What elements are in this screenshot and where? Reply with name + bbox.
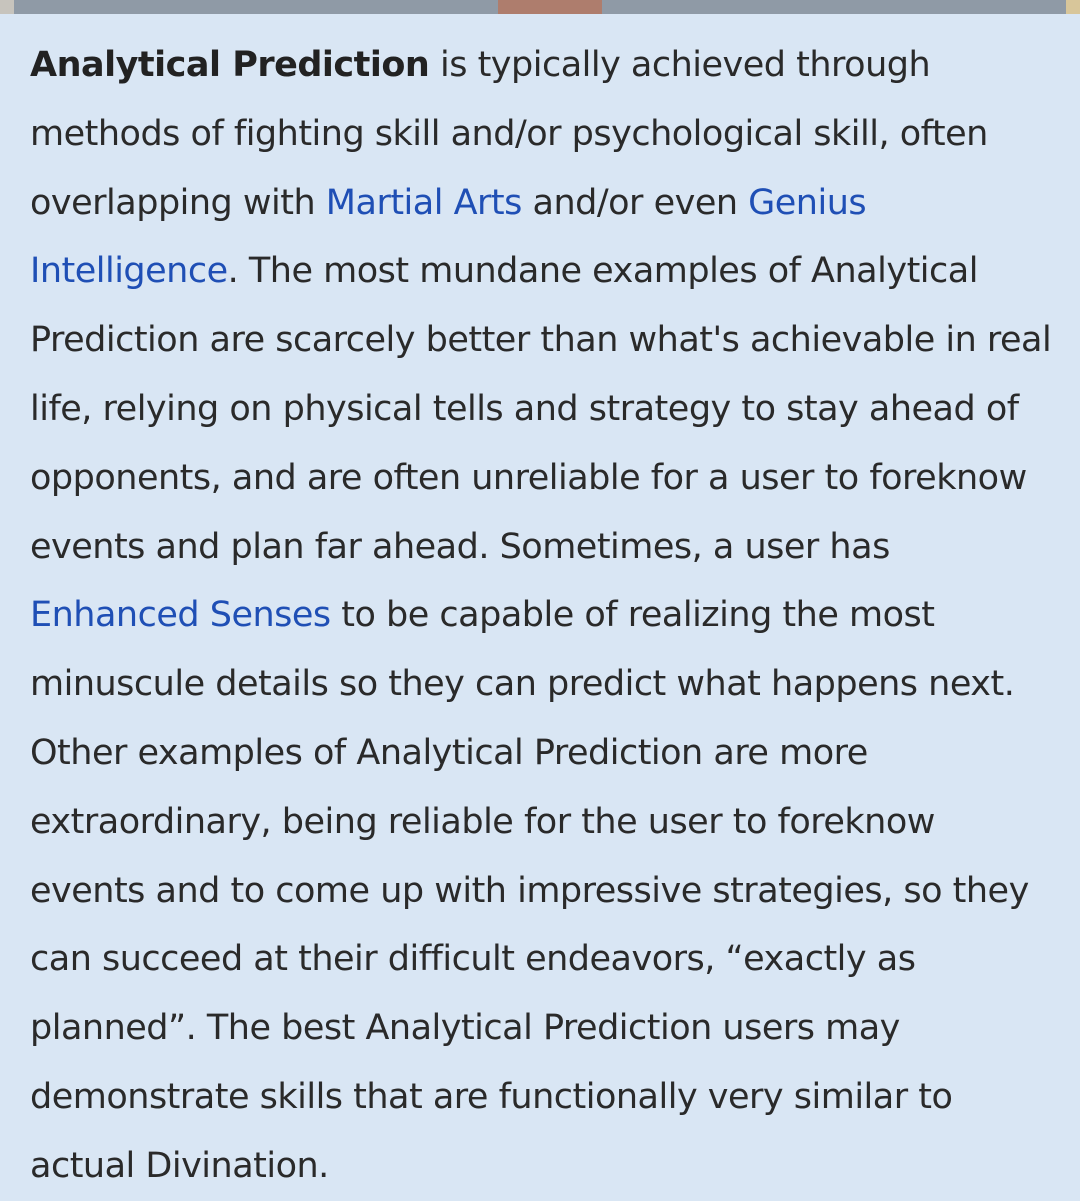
article-paragraph bbox=[30, 31, 1060, 1201]
term-bold: Analytical Prediction bbox=[30, 45, 430, 85]
image-edge-right bbox=[1066, 0, 1080, 14]
link-martial-arts[interactable]: Martial Arts bbox=[325, 182, 522, 223]
article-body bbox=[30, 31, 1060, 1201]
image-edge-detail bbox=[498, 0, 602, 14]
paragraph-text-3: . The most mundane examples of Analytical Prediction are scarcely better than what's achievable in real life, relying on physical tells and strategy to stay ahead of opponents, and are often unreliable for a user to foreknow events and plan far ahead. Sometimes, a user has bbox=[30, 251, 1052, 567]
paragraph-text-4: to be capable of realizing the most minuscule details so they can predict what happens next. Other examples of Analytical Prediction are more extraordinary, being reliable for the user to foreknow events and to come up with impressive strategies, so they can succeed at their difficult endeavors, “exactly as planned”. The best Analytical Prediction users may demonstrate skills that are functionally very similar to actual Divination. bbox=[30, 595, 1029, 1186]
link-genius-intelligence[interactable]: Genius Intelligence bbox=[30, 182, 867, 292]
paragraph-text-2: and/or even bbox=[521, 182, 749, 223]
link-enhanced-senses[interactable]: Enhanced Senses bbox=[30, 595, 331, 636]
image-edge-left bbox=[0, 0, 14, 14]
cropped-image-edge bbox=[0, 0, 1080, 14]
paragraph-text-1: is typically achieved through methods of fighting skill and/or psychological skill, often overlapping with bbox=[30, 45, 988, 223]
